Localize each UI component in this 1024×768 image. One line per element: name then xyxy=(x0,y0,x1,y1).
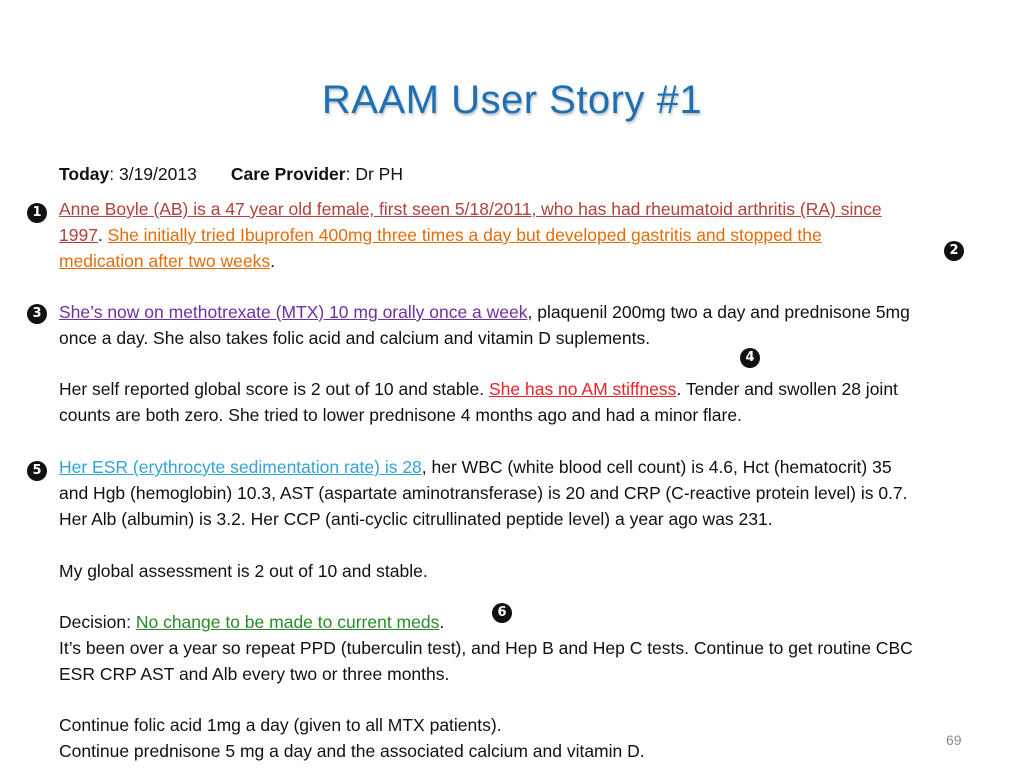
ra-since-year: 1997 xyxy=(59,225,98,245)
decision-text: No change to be made to current meds xyxy=(135,612,440,632)
para2-line2 xyxy=(59,328,650,348)
decision-label: Decision: xyxy=(59,612,136,632)
global-assessment-text: My global assessment is 2 out of 10 and stable. xyxy=(59,561,428,581)
global-score-text: Her self reported global score is 2 out of 10 and stable. xyxy=(59,379,489,399)
ibuprofen-history-text: She initially tried Ibuprofen 400mg three times a day but developed gastritis and stopped the xyxy=(107,225,822,245)
page-number: 69 xyxy=(946,732,962,748)
para1-line2 xyxy=(59,225,822,245)
decision-period: . xyxy=(439,612,445,632)
para4-line3 xyxy=(59,509,773,529)
wbc-hct-text: , her WBC (white blood cell count) is 4.6, Hct (hematocrit) 35 xyxy=(421,457,892,477)
today-value: : 3/19/2013 xyxy=(109,164,197,184)
patient-intro-text: Anne Boyle (AB) is a 47 year old female, first seen 5/18/2011, who has had rheumatoid arthritis (RA) since xyxy=(59,199,882,219)
period-text: . xyxy=(270,251,275,271)
para5-line1 xyxy=(59,561,428,581)
para7-line1 xyxy=(59,715,502,735)
provider-value: : Dr PH xyxy=(345,164,403,184)
marker-3-icon: 3 xyxy=(27,304,47,324)
repeat-tests-text: It’s been over a year so repeat PPD (tuberculin test), and Hep B and Hep C tests. Continue to get routine CBC xyxy=(59,638,913,658)
para1-line1 xyxy=(59,199,882,219)
para6-line1 xyxy=(59,612,444,632)
other-meds-text: , plaquenil 200mg two a day and prednisone 5mg xyxy=(527,302,910,322)
para1-line3 xyxy=(59,251,275,271)
ibuprofen-history-end: medication after two weeks xyxy=(59,251,271,271)
esr-text: Her ESR (erythrocyte sedimentation rate) is 28 xyxy=(59,457,422,477)
marker-2-icon: 2 xyxy=(944,241,964,261)
slide-title: RAAM User Story #1 xyxy=(321,78,703,122)
am-stiffness-text: She has no AM stiffness xyxy=(488,379,677,399)
today-label: Today xyxy=(59,164,110,184)
para6-line3 xyxy=(59,664,449,684)
marker-5-icon: 5 xyxy=(27,461,47,481)
routine-labs-text: ESR CRP AST and Alb every two or three months. xyxy=(59,664,450,684)
hgb-ast-crp-text: and Hgb (hemoglobin) 10.3, AST (aspartate aminotransferase) is 20 and CRP (C-reactive protein level) is 0.7. xyxy=(59,483,908,503)
folic-acid-text: Continue folic acid 1mg a day (given to all MTX patients). xyxy=(59,715,502,735)
para3-line1 xyxy=(59,379,898,399)
provider-label: Care Provider xyxy=(230,164,346,184)
mtx-dose-text: She’s now on methotrexate (MTX) 10 mg orally once a week xyxy=(59,302,528,322)
para4-line2 xyxy=(59,483,908,503)
header-line xyxy=(59,164,403,184)
marker-4-icon: 4 xyxy=(740,348,760,368)
marker-6-icon: 6 xyxy=(492,603,512,623)
supplements-text: once a day. She also takes folic acid and calcium and vitamin D suplements. xyxy=(59,328,651,348)
flare-text: counts are both zero. She tried to lower prednisone 4 months ago and had a minor flare. xyxy=(59,405,742,425)
para3-line2 xyxy=(59,405,742,425)
separator-text: . xyxy=(97,225,108,245)
para4-line1 xyxy=(59,457,892,477)
prednisone-text: Continue prednisone 5 mg a day and the associated calcium and vitamin D. xyxy=(59,741,645,761)
para7-line2 xyxy=(59,741,645,761)
marker-1-icon: 1 xyxy=(27,203,47,223)
para2-line1 xyxy=(59,302,910,322)
alb-ccp-text: Her Alb (albumin) is 3.2. Her CCP (anti-cyclic citrullinated peptide level) a year ago was 231. xyxy=(59,509,773,529)
para6-line2 xyxy=(59,638,913,658)
joint-counts-text: . Tender and swollen 28 joint xyxy=(676,379,898,399)
